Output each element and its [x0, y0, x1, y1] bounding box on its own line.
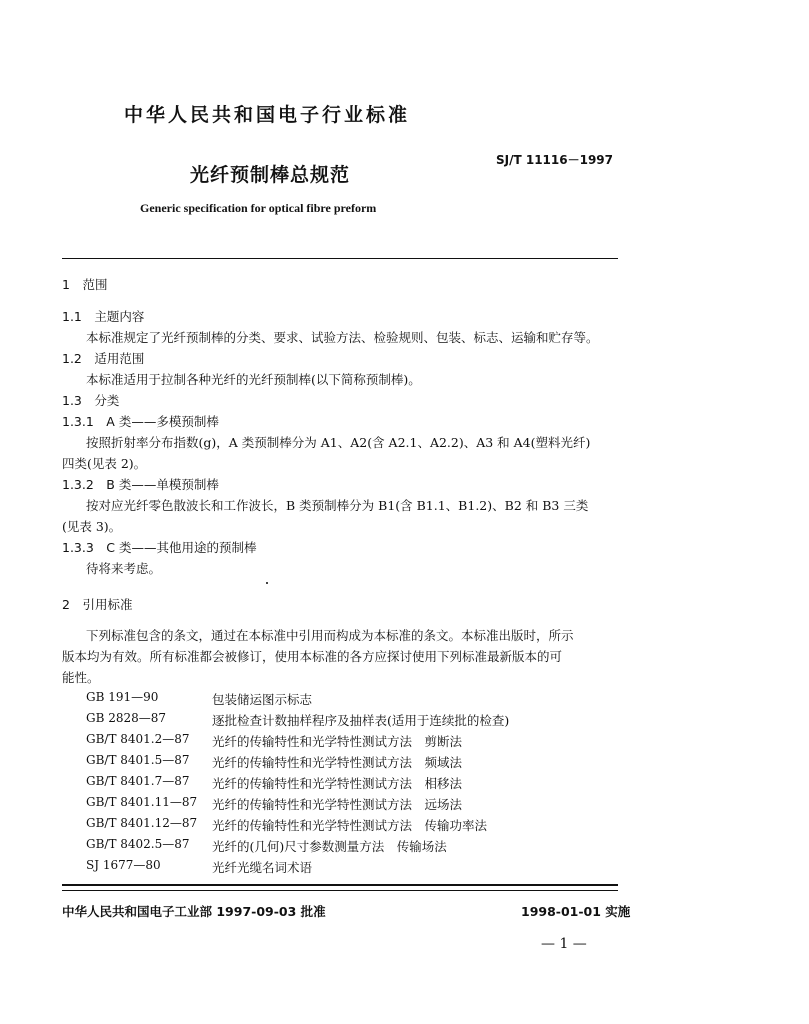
reference-title: 光纤的传输特性和光学特性测试方法 相移法	[212, 776, 463, 791]
reference-title: 光纤的传输特性和光学特性测试方法 传输功率法	[212, 818, 488, 833]
page-number: — 1 —	[541, 936, 587, 952]
footer-rule-thin	[62, 890, 618, 891]
section-1-3-heading: 1.3 分类	[62, 393, 120, 408]
section-1-heading: 1 范围	[62, 277, 108, 292]
scan-speck	[266, 582, 268, 584]
reference-code: SJ 1677—80	[86, 858, 161, 872]
reference-title: 包装储运图示标志	[212, 692, 313, 707]
reference-code: GB/T 8401.7—87	[86, 774, 190, 788]
reference-code: GB/T 8402.5—87	[86, 837, 190, 851]
reference-code: GB/T 8401.11—87	[86, 795, 198, 809]
approval-line: 中华人民共和国电子工业部 1997-09-03 批准	[62, 904, 326, 919]
section-1-2-text: 本标准适用于拉制各种光纤的光纤预制棒(以下简称预制棒)。	[86, 372, 421, 387]
section-1-3-1-text-b: 四类(见表 2)。	[62, 456, 147, 471]
reference-code: GB 191—90	[86, 690, 159, 704]
section-1-3-2-text-a: 按对应光纤零色散波长和工作波长，B 类预制棒分为 B1(含 B1.1、B1.2)、B2 和 B3 三类	[86, 498, 589, 513]
standard-number: SJ/T 11116－1997	[496, 153, 614, 167]
reference-title: 光纤的传输特性和光学特性测试方法 远场法	[212, 797, 463, 812]
issuing-body-title: 中华人民共和国电子行业标准	[124, 104, 411, 126]
section-1-3-2-heading: 1.3.2 B 类——单模预制棒	[62, 477, 219, 492]
section-1-2-heading: 1.2 适用范围	[62, 351, 145, 366]
section-1-3-3-text: 待将来考虑。	[86, 561, 162, 576]
effective-date: 1998-01-01 实施	[521, 904, 631, 919]
reference-title: 光纤光缆名词术语	[212, 860, 313, 875]
section-2-heading: 2 引用标准	[62, 597, 133, 612]
header-rule	[62, 258, 618, 259]
reference-code: GB 2828—87	[86, 711, 167, 725]
document-title: 光纤预制棒总规范	[190, 164, 351, 186]
section-1-1-heading: 1.1 主题内容	[62, 309, 145, 324]
reference-title: 光纤的传输特性和光学特性测试方法 剪断法	[212, 734, 463, 749]
reference-code: GB/T 8401.12—87	[86, 816, 198, 830]
section-2-text-a: 下列标准包含的条文，通过在本标准中引用而构成为本标准的条文。本标准出版时，所示	[86, 628, 574, 643]
section-1-3-2-text-b: (见表 3)。	[62, 519, 122, 534]
section-1-3-1-heading: 1.3.1 A 类——多模预制棒	[62, 414, 219, 429]
section-2-text-c: 能性。	[62, 670, 100, 685]
reference-title: 逐批检查计数抽样程序及抽样表(适用于连续批的检查)	[212, 713, 510, 728]
section-2-text-b: 版本均为有效。所有标准都会被修订，使用本标准的各方应探讨使用下列标准最新版本的可	[62, 649, 563, 664]
section-1-3-3-heading: 1.3.3 C 类——其他用途的预制棒	[62, 540, 257, 555]
english-title: Generic specification for optical fibre preform	[140, 201, 377, 215]
footer-rule-thick	[62, 884, 618, 886]
reference-title: 光纤的(几何)尺寸参数测量方法 传输场法	[212, 839, 447, 854]
reference-title: 光纤的传输特性和光学特性测试方法 频域法	[212, 755, 463, 770]
section-1-1-text: 本标准规定了光纤预制棒的分类、要求、试验方法、检验规则、包装、标志、运输和贮存等。	[86, 330, 599, 345]
section-1-3-1-text-a: 按照折射率分布指数(g)，A 类预制棒分为 A1、A2(含 A2.1、A2.2)、A3 和 A4(塑料光纤)	[86, 435, 591, 450]
reference-code: GB/T 8401.2—87	[86, 732, 190, 746]
reference-code: GB/T 8401.5—87	[86, 753, 190, 767]
